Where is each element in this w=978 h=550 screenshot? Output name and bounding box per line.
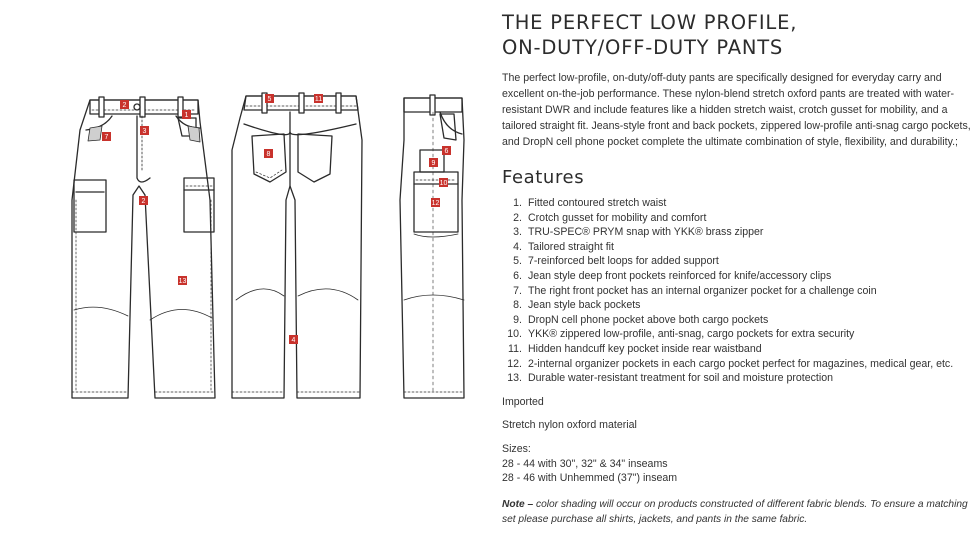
feature-item: 13. Durable water-resistant treatment for soil and moisture protection bbox=[507, 372, 833, 385]
callout-back-pocket bbox=[264, 149, 273, 158]
callout-back-fit bbox=[289, 335, 298, 344]
feature-item: 9. DropN cell phone pocket above both cargo pockets bbox=[513, 313, 769, 326]
feature-item: 8. Jean style back pockets bbox=[513, 299, 641, 312]
feature-item: 12. 2-internal organizer pockets in each cargo pocket perfect for magazines, medical gear, etc. bbox=[507, 357, 954, 370]
callout-side-cargo-organizer bbox=[431, 198, 440, 207]
sizes-line-2: 28 - 46 with Unhemmed (37") inseam bbox=[502, 472, 678, 485]
pants-front-view bbox=[72, 97, 215, 398]
svg-text:2: 2 bbox=[122, 102, 127, 109]
sizes-block bbox=[502, 442, 972, 486]
sizes-line-1: 28 - 44 with 30", 32" & 34" inseams bbox=[502, 457, 668, 470]
svg-text:5: 5 bbox=[267, 96, 272, 103]
pants-side-view bbox=[400, 95, 464, 398]
callout-front-dwr bbox=[178, 276, 187, 285]
fabric-note bbox=[502, 497, 972, 527]
intro-paragraph: The perfect low-profile, on-duty/off-duty pants are specifically designed for everyday carry and excellent on-the-job performance. These nylon-blend stretch oxford pants are treated with water-resistant DWR and include features like a hidden stretch waist, crotch gusset for mobility, and a tailored straight fit. Jeans-style front and back pockets, zippered low-profile anti-snag cargo pockets, and DropN cell phone pocket complete the ultimate combination of style, flexibility, and durability.; bbox=[502, 72, 971, 148]
imported-text: Imported bbox=[502, 395, 544, 408]
svg-text:9: 9 bbox=[431, 160, 436, 167]
feature-item: 1. Fitted contoured stretch waist bbox=[513, 197, 667, 209]
material-text: Stretch nylon oxford material bbox=[502, 419, 637, 432]
callout-side-front-pocket bbox=[442, 146, 451, 155]
feature-item: 11. Hidden handcuff key pocket inside rear waistband bbox=[508, 342, 762, 355]
callout-back-handcuff-pocket bbox=[314, 94, 323, 103]
product-title-line-1: THE PERFECT LOW PROFILE, bbox=[502, 11, 798, 34]
note-label: Note – bbox=[502, 498, 534, 510]
svg-text:12: 12 bbox=[431, 200, 440, 207]
feature-item: 6. Jean style deep front pockets reinforced for knife/accessory clips bbox=[513, 269, 832, 282]
svg-text:13: 13 bbox=[178, 278, 187, 285]
features-heading: Features bbox=[502, 167, 585, 188]
callout-side-phone-pocket bbox=[429, 158, 438, 167]
svg-text:2: 2 bbox=[141, 198, 146, 205]
feature-item: 10. YKK® zippered low-profile, anti-snag, cargo pockets for extra security bbox=[507, 328, 855, 341]
callout-front-organizer bbox=[102, 132, 111, 141]
pants-back-view bbox=[232, 93, 362, 398]
feature-item: 7. The right front pocket has an internal organizer pocket for a challenge coin bbox=[513, 284, 877, 297]
callout-front-gusset bbox=[139, 196, 148, 205]
svg-text:6: 6 bbox=[444, 148, 449, 155]
svg-text:7: 7 bbox=[104, 134, 109, 141]
svg-text:4: 4 bbox=[291, 337, 296, 344]
feature-item: 5. 7-reinforced belt loops for added support bbox=[513, 255, 719, 268]
svg-text:1: 1 bbox=[184, 112, 189, 119]
callout-front-pocket-right bbox=[182, 110, 191, 119]
svg-text:8: 8 bbox=[266, 151, 271, 158]
note-text: color shading will occur on products constructed of different fabric blends. To ensure a matching set please purchase all shirts, jackets, and pants in the same fabric. bbox=[502, 498, 968, 525]
callout-side-cargo-zipper bbox=[439, 178, 448, 187]
callout-front-snap bbox=[140, 126, 149, 135]
feature-item: 4. Tailored straight fit bbox=[513, 240, 614, 253]
svg-text:11: 11 bbox=[314, 96, 323, 103]
product-description bbox=[502, 10, 972, 527]
callout-front-waistband bbox=[120, 100, 129, 109]
feature-item: 3. TRU-SPEC® PRYM snap with YKK® brass zipper bbox=[513, 226, 764, 239]
svg-text:3: 3 bbox=[142, 128, 147, 135]
features-list bbox=[502, 196, 972, 386]
sizes-label: Sizes: bbox=[502, 442, 531, 455]
callout-back-belt-loop bbox=[265, 94, 274, 103]
product-title-line-2: ON-DUTY/OFF-DUTY PANTS bbox=[502, 36, 784, 59]
feature-item: 2. Crotch gusset for mobility and comfort bbox=[513, 211, 707, 224]
svg-text:10: 10 bbox=[439, 180, 448, 187]
product-title bbox=[502, 10, 972, 60]
